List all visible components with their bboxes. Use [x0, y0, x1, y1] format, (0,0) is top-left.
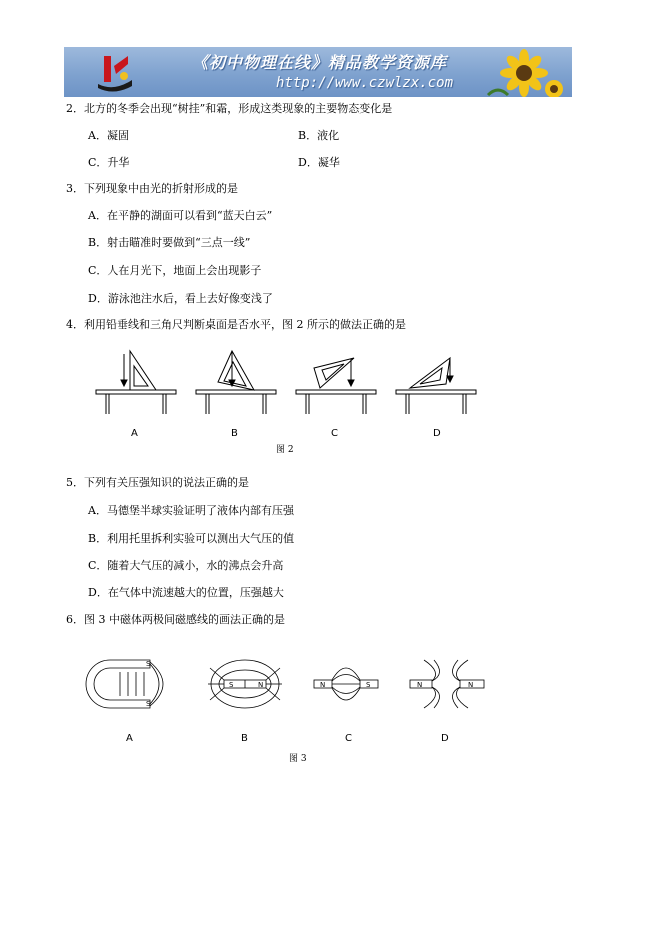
header-banner: [64, 47, 572, 97]
question-2-option-a: A．凝固: [88, 129, 129, 142]
figure-2-drawing: [90, 346, 470, 422]
figure-3-b-pole-n: N: [258, 681, 264, 689]
question-3-option-d: D．游泳池注水后，看上去好像变浅了: [88, 292, 273, 305]
site-logo-icon: [94, 52, 134, 92]
figure-2-label-a: A: [131, 428, 138, 439]
question-6-stem: 6．图 3 中磁体两极间磁感线的画法正确的是: [66, 613, 285, 626]
figure-3-a-pole-top: S: [146, 660, 151, 668]
question-5-option-b: B．利用托里拆利实验可以测出大气压的值: [88, 532, 295, 545]
figure-3-d-pole-right: N: [468, 681, 474, 689]
figure-3-d-pole-left: N: [417, 681, 423, 689]
question-2-option-b: B．液化: [298, 129, 340, 142]
figure-3-label-d: D: [441, 733, 449, 744]
figure-3-label-c: C: [345, 733, 352, 744]
question-5-option-d: D．在气体中流速越大的位置，压强越大: [88, 586, 284, 599]
figure-2-caption: 图 2: [276, 445, 294, 455]
question-4-stem: 4．利用铅垂线和三角尺判断桌面是否水平，图 2 所示的做法正确的是: [66, 318, 406, 331]
figure-3-magnet-a: [86, 660, 163, 708]
figure-3-c-pole-right: S: [366, 681, 371, 689]
figure-2-label-c: C: [331, 428, 338, 439]
figure-3-a-pole-bottom: S: [146, 700, 151, 708]
question-2-option-c: C．升华: [88, 156, 130, 169]
figure-3-label-b: B: [241, 733, 248, 744]
figure-2-table-c: [296, 358, 376, 414]
figure-3-c-pole-left: N: [320, 681, 326, 689]
header-title: 《初中物理在线》精品教学资源库: [192, 53, 448, 72]
figure-2-table-b: [196, 351, 276, 414]
figure-3-magnet-b: [208, 660, 282, 708]
figure-3-caption: 图 3: [289, 754, 307, 764]
header-url[interactable]: http://www.czwlzx.com: [276, 75, 454, 91]
question-5-option-a: A．马德堡半球实验证明了液体内部有压强: [88, 504, 294, 517]
question-3-stem: 3．下列现象中由光的折射形成的是: [66, 182, 238, 195]
figure-3-label-a: A: [126, 733, 133, 744]
question-2-option-d: D．凝华: [298, 156, 340, 169]
question-5-stem: 5．下列有关压强知识的说法正确的是: [66, 476, 249, 489]
question-3-option-a: A．在平静的湖面可以看到“蓝天白云”: [88, 209, 273, 222]
figure-2-table-a: [96, 351, 176, 414]
question-5-option-c: C．随着大气压的减小，水的沸点会升高: [88, 559, 284, 572]
question-2-stem: 2．北方的冬季会出现“树挂”和霜，形成这类现象的主要物态变化是: [66, 102, 393, 115]
sunflower-icon: [474, 47, 564, 97]
figure-2-label-b: B: [231, 428, 238, 439]
figure-3-drawing: [84, 650, 494, 720]
figure-2-table-d: [396, 358, 476, 414]
figure-2-label-d: D: [433, 428, 441, 439]
figure-3-b-pole-s: S: [229, 681, 234, 689]
question-3-option-c: C．人在月光下，地面上会出现影子: [88, 264, 262, 277]
question-3-option-b: B．射击瞄准时要做到“三点一线”: [88, 236, 251, 249]
